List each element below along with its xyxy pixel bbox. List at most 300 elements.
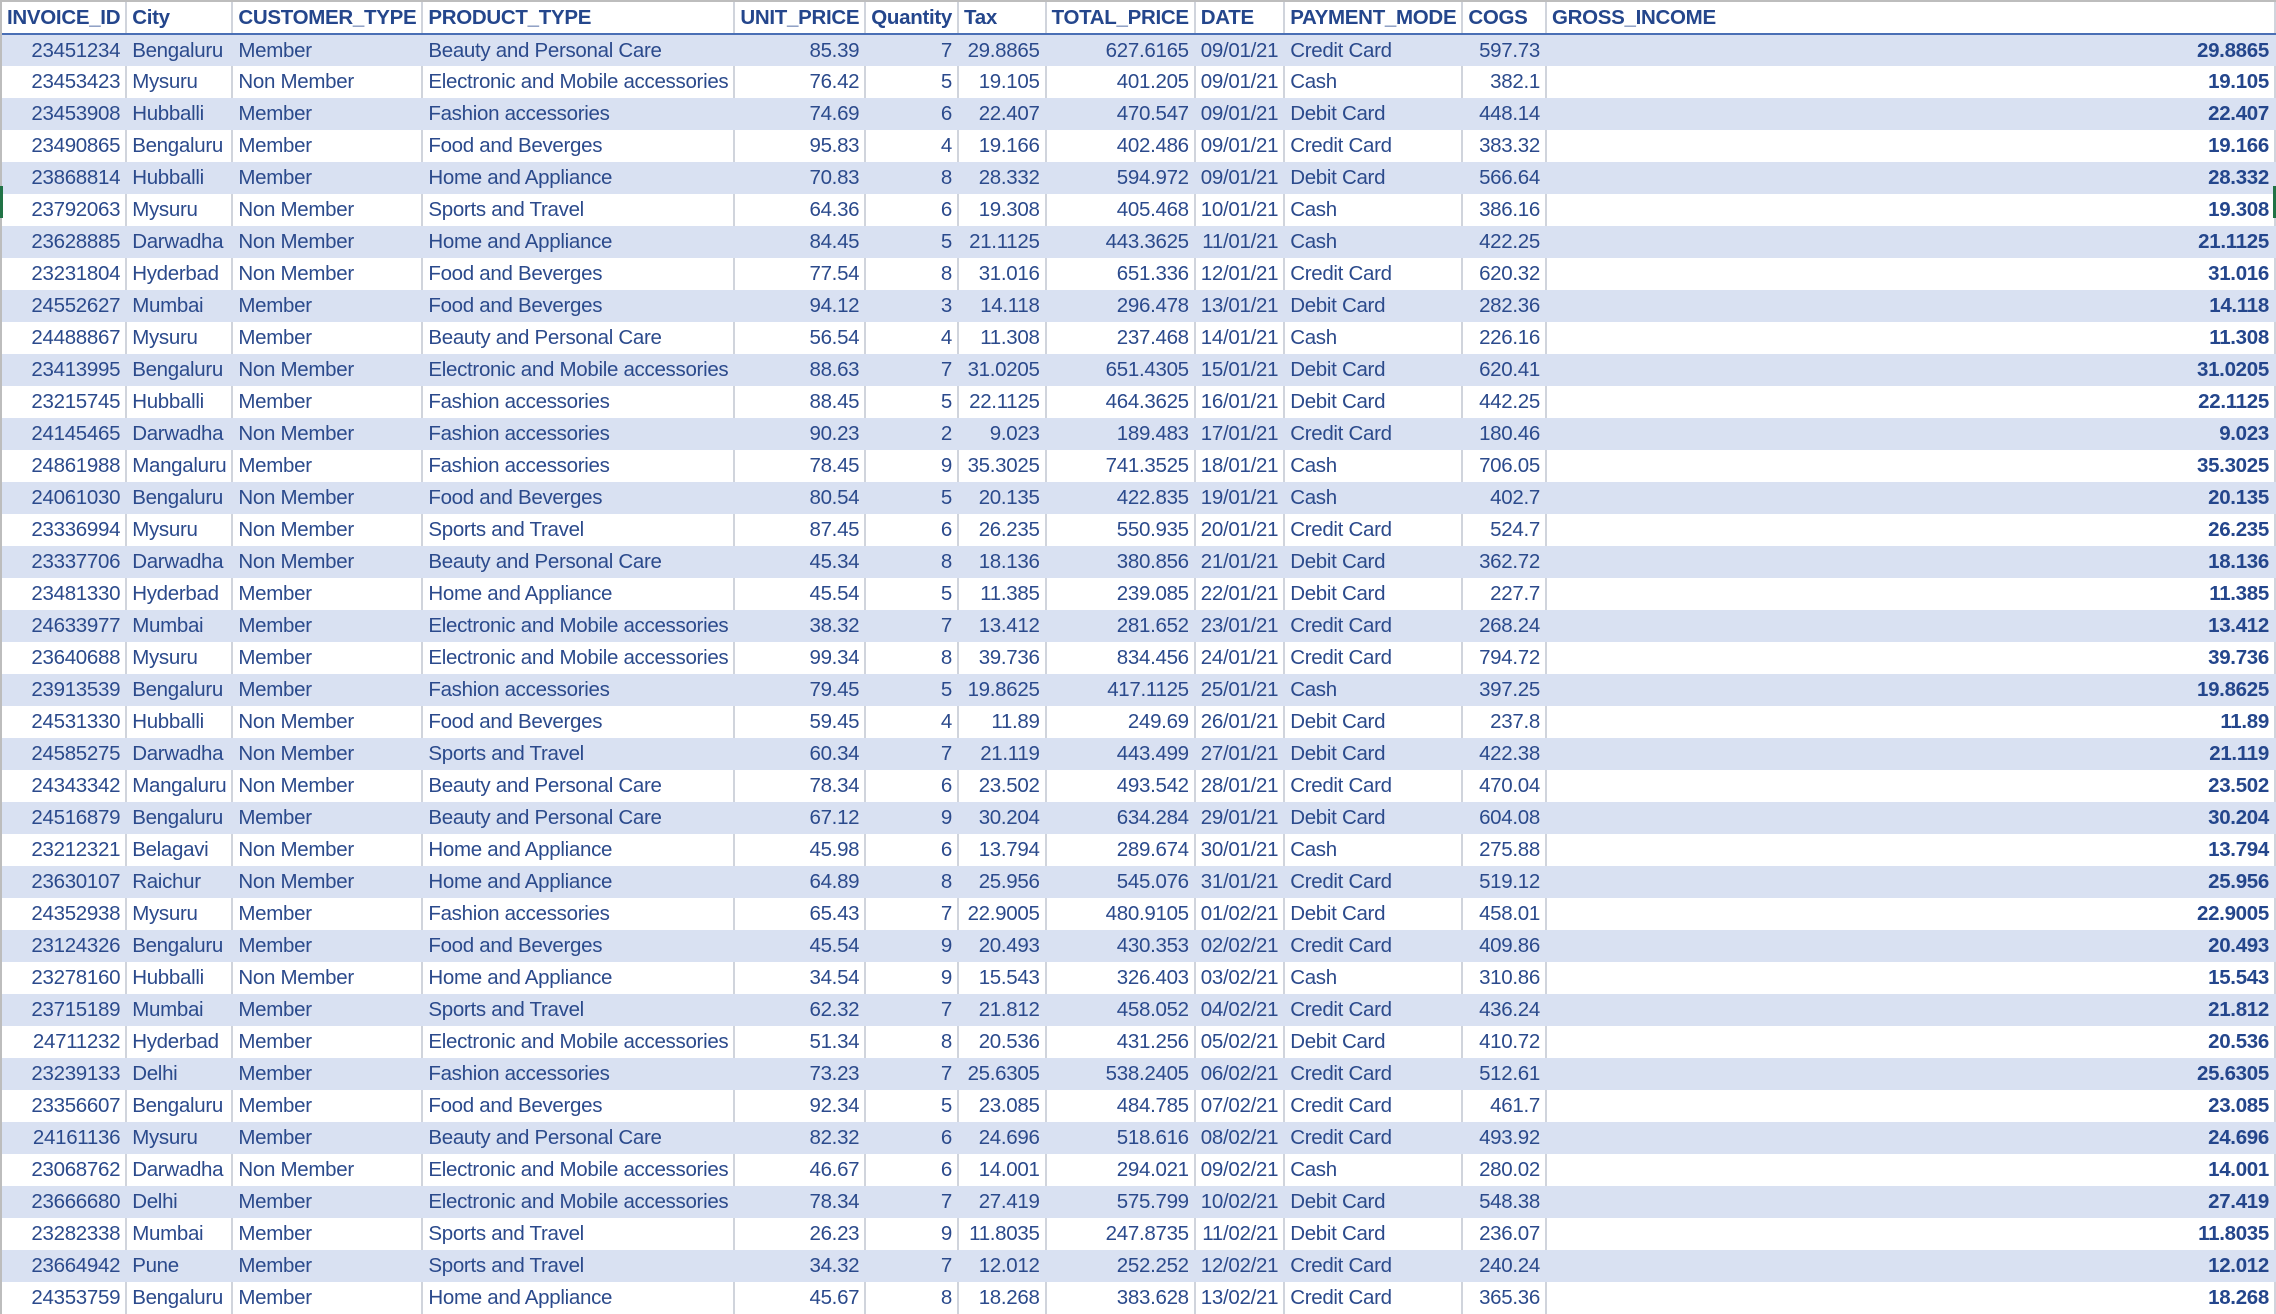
cell-customer-type[interactable]: Non Member (232, 738, 422, 770)
cell-tax[interactable]: 14.118 (958, 290, 1046, 322)
cell-quantity[interactable]: 5 (865, 66, 958, 98)
cell-city[interactable]: Mangaluru (126, 450, 232, 482)
cell-unit-price[interactable]: 45.34 (734, 546, 865, 578)
cell-customer-type[interactable]: Non Member (232, 866, 422, 898)
cell-gross-income[interactable]: 23.502 (1546, 770, 2275, 802)
cell-payment-mode[interactable]: Cash (1284, 834, 1462, 866)
cell-cogs[interactable]: 275.88 (1462, 834, 1546, 866)
cell-invoice-id[interactable]: 23068762 (2, 1154, 126, 1186)
cell-cogs[interactable]: 706.05 (1462, 450, 1546, 482)
cell-customer-type[interactable]: Member (232, 290, 422, 322)
cell-payment-mode[interactable]: Cash (1284, 962, 1462, 994)
cell-product-type[interactable]: Fashion accessories (422, 450, 734, 482)
cell-payment-mode[interactable]: Credit Card (1284, 1122, 1462, 1154)
cell-quantity[interactable]: 2 (865, 418, 958, 450)
cell-customer-type[interactable]: Non Member (232, 354, 422, 386)
cell-tax[interactable]: 31.016 (958, 258, 1046, 290)
cell-city[interactable]: Bengaluru (126, 674, 232, 706)
cell-cogs[interactable]: 470.04 (1462, 770, 1546, 802)
cell-gross-income[interactable]: 25.956 (1546, 866, 2275, 898)
cell-tax[interactable]: 12.012 (958, 1250, 1046, 1282)
cell-product-type[interactable]: Fashion accessories (422, 386, 734, 418)
cell-date[interactable]: 06/02/21 (1195, 1058, 1284, 1090)
cell-payment-mode[interactable]: Credit Card (1284, 866, 1462, 898)
cell-quantity[interactable]: 8 (865, 1282, 958, 1314)
cell-city[interactable]: Mysuru (126, 322, 232, 354)
cell-invoice-id[interactable]: 23640688 (2, 642, 126, 674)
cell-quantity[interactable]: 9 (865, 930, 958, 962)
cell-customer-type[interactable]: Non Member (232, 194, 422, 226)
column-header-invoice-id[interactable]: INVOICE_ID (2, 2, 126, 34)
cell-unit-price[interactable]: 78.45 (734, 450, 865, 482)
cell-tax[interactable]: 31.0205 (958, 354, 1046, 386)
cell-cogs[interactable]: 237.8 (1462, 706, 1546, 738)
cell-gross-income[interactable]: 24.696 (1546, 1122, 2275, 1154)
cell-gross-income[interactable]: 31.0205 (1546, 354, 2275, 386)
cell-total-price[interactable]: 550.935 (1046, 514, 1195, 546)
cell-date[interactable]: 09/01/21 (1195, 130, 1284, 162)
cell-total-price[interactable]: 470.547 (1046, 98, 1195, 130)
cell-quantity[interactable]: 7 (865, 1250, 958, 1282)
cell-tax[interactable]: 28.332 (958, 162, 1046, 194)
cell-quantity[interactable]: 4 (865, 322, 958, 354)
cell-unit-price[interactable]: 45.67 (734, 1282, 865, 1314)
cell-cogs[interactable]: 280.02 (1462, 1154, 1546, 1186)
cell-date[interactable]: 04/02/21 (1195, 994, 1284, 1026)
cell-total-price[interactable]: 380.856 (1046, 546, 1195, 578)
cell-city[interactable]: Bengaluru (126, 130, 232, 162)
cell-quantity[interactable]: 9 (865, 802, 958, 834)
column-header-city[interactable]: City (126, 2, 232, 34)
cell-date[interactable]: 26/01/21 (1195, 706, 1284, 738)
cell-product-type[interactable]: Fashion accessories (422, 98, 734, 130)
cell-payment-mode[interactable]: Debit Card (1284, 802, 1462, 834)
cell-city[interactable]: Mysuru (126, 898, 232, 930)
cell-quantity[interactable]: 7 (865, 34, 958, 66)
column-header-cogs[interactable]: COGS (1462, 2, 1546, 34)
cell-cogs[interactable]: 461.7 (1462, 1090, 1546, 1122)
cell-unit-price[interactable]: 77.54 (734, 258, 865, 290)
cell-payment-mode[interactable]: Credit Card (1284, 642, 1462, 674)
cell-invoice-id[interactable]: 24488867 (2, 322, 126, 354)
cell-invoice-id[interactable]: 23715189 (2, 994, 126, 1026)
cell-total-price[interactable]: 651.4305 (1046, 354, 1195, 386)
cell-unit-price[interactable]: 34.32 (734, 1250, 865, 1282)
cell-invoice-id[interactable]: 24711232 (2, 1026, 126, 1058)
cell-city[interactable]: Bengaluru (126, 1282, 232, 1314)
cell-product-type[interactable]: Sports and Travel (422, 1218, 734, 1250)
cell-city[interactable]: Hyderbad (126, 1026, 232, 1058)
cell-payment-mode[interactable]: Cash (1284, 226, 1462, 258)
cell-cogs[interactable]: 382.1 (1462, 66, 1546, 98)
cell-total-price[interactable]: 834.456 (1046, 642, 1195, 674)
cell-customer-type[interactable]: Member (232, 130, 422, 162)
cell-product-type[interactable]: Beauty and Personal Care (422, 322, 734, 354)
cell-invoice-id[interactable]: 23356607 (2, 1090, 126, 1122)
cell-unit-price[interactable]: 74.69 (734, 98, 865, 130)
cell-payment-mode[interactable]: Debit Card (1284, 1026, 1462, 1058)
cell-payment-mode[interactable]: Cash (1284, 450, 1462, 482)
cell-unit-price[interactable]: 85.39 (734, 34, 865, 66)
cell-product-type[interactable]: Food and Beverges (422, 258, 734, 290)
cell-quantity[interactable]: 9 (865, 962, 958, 994)
cell-date[interactable]: 02/02/21 (1195, 930, 1284, 962)
cell-total-price[interactable]: 239.085 (1046, 578, 1195, 610)
cell-total-price[interactable]: 443.3625 (1046, 226, 1195, 258)
cell-product-type[interactable]: Food and Beverges (422, 706, 734, 738)
cell-quantity[interactable]: 5 (865, 578, 958, 610)
cell-unit-price[interactable]: 34.54 (734, 962, 865, 994)
cell-gross-income[interactable]: 11.308 (1546, 322, 2275, 354)
cell-unit-price[interactable]: 59.45 (734, 706, 865, 738)
cell-gross-income[interactable]: 25.6305 (1546, 1058, 2275, 1090)
cell-total-price[interactable]: 634.284 (1046, 802, 1195, 834)
cell-date[interactable]: 09/01/21 (1195, 162, 1284, 194)
cell-invoice-id[interactable]: 24585275 (2, 738, 126, 770)
cell-gross-income[interactable]: 27.419 (1546, 1186, 2275, 1218)
cell-invoice-id[interactable]: 23451234 (2, 34, 126, 66)
cell-payment-mode[interactable]: Cash (1284, 322, 1462, 354)
cell-customer-type[interactable]: Non Member (232, 514, 422, 546)
cell-city[interactable]: Hubballi (126, 962, 232, 994)
cell-gross-income[interactable]: 14.118 (1546, 290, 2275, 322)
cell-cogs[interactable]: 397.25 (1462, 674, 1546, 706)
cell-cogs[interactable]: 310.86 (1462, 962, 1546, 994)
cell-total-price[interactable]: 741.3525 (1046, 450, 1195, 482)
cell-date[interactable]: 11/01/21 (1195, 226, 1284, 258)
cell-payment-mode[interactable]: Debit Card (1284, 706, 1462, 738)
cell-product-type[interactable]: Home and Appliance (422, 162, 734, 194)
cell-invoice-id[interactable]: 23336994 (2, 514, 126, 546)
cell-tax[interactable]: 20.536 (958, 1026, 1046, 1058)
cell-quantity[interactable]: 6 (865, 514, 958, 546)
cell-date[interactable]: 14/01/21 (1195, 322, 1284, 354)
cell-invoice-id[interactable]: 23231804 (2, 258, 126, 290)
cell-product-type[interactable]: Food and Beverges (422, 290, 734, 322)
cell-quantity[interactable]: 8 (865, 642, 958, 674)
cell-city[interactable]: Darwadha (126, 546, 232, 578)
cell-product-type[interactable]: Electronic and Mobile accessories (422, 642, 734, 674)
cell-unit-price[interactable]: 87.45 (734, 514, 865, 546)
cell-customer-type[interactable]: Member (232, 578, 422, 610)
cell-total-price[interactable]: 430.353 (1046, 930, 1195, 962)
cell-cogs[interactable]: 548.38 (1462, 1186, 1546, 1218)
cell-quantity[interactable]: 5 (865, 226, 958, 258)
cell-date[interactable]: 12/02/21 (1195, 1250, 1284, 1282)
cell-date[interactable]: 10/02/21 (1195, 1186, 1284, 1218)
cell-quantity[interactable]: 8 (865, 162, 958, 194)
cell-customer-type[interactable]: Non Member (232, 962, 422, 994)
cell-quantity[interactable]: 5 (865, 386, 958, 418)
cell-product-type[interactable]: Food and Beverges (422, 930, 734, 962)
cell-gross-income[interactable]: 18.268 (1546, 1282, 2275, 1314)
cell-gross-income[interactable]: 28.332 (1546, 162, 2275, 194)
cell-gross-income[interactable]: 31.016 (1546, 258, 2275, 290)
column-header-quantity[interactable]: Quantity (865, 2, 958, 34)
cell-customer-type[interactable]: Non Member (232, 226, 422, 258)
cell-unit-price[interactable]: 60.34 (734, 738, 865, 770)
cell-payment-mode[interactable]: Cash (1284, 674, 1462, 706)
cell-product-type[interactable]: Home and Appliance (422, 962, 734, 994)
cell-tax[interactable]: 26.235 (958, 514, 1046, 546)
cell-date[interactable]: 31/01/21 (1195, 866, 1284, 898)
cell-total-price[interactable]: 443.499 (1046, 738, 1195, 770)
cell-tax[interactable]: 21.1125 (958, 226, 1046, 258)
cell-total-price[interactable]: 401.205 (1046, 66, 1195, 98)
cell-tax[interactable]: 19.105 (958, 66, 1046, 98)
cell-date[interactable]: 11/02/21 (1195, 1218, 1284, 1250)
cell-total-price[interactable]: 545.076 (1046, 866, 1195, 898)
cell-total-price[interactable]: 402.486 (1046, 130, 1195, 162)
cell-gross-income[interactable]: 21.812 (1546, 994, 2275, 1026)
cell-invoice-id[interactable]: 23630107 (2, 866, 126, 898)
cell-customer-type[interactable]: Non Member (232, 482, 422, 514)
cell-payment-mode[interactable]: Debit Card (1284, 1186, 1462, 1218)
cell-product-type[interactable]: Fashion accessories (422, 674, 734, 706)
cell-city[interactable]: Darwadha (126, 418, 232, 450)
cell-city[interactable]: Mumbai (126, 1218, 232, 1250)
cell-payment-mode[interactable]: Credit Card (1284, 130, 1462, 162)
cell-invoice-id[interactable]: 23628885 (2, 226, 126, 258)
cell-tax[interactable]: 39.736 (958, 642, 1046, 674)
cell-gross-income[interactable]: 9.023 (1546, 418, 2275, 450)
cell-payment-mode[interactable]: Cash (1284, 66, 1462, 98)
cell-cogs[interactable]: 386.16 (1462, 194, 1546, 226)
cell-unit-price[interactable]: 73.23 (734, 1058, 865, 1090)
cell-tax[interactable]: 22.407 (958, 98, 1046, 130)
cell-product-type[interactable]: Electronic and Mobile accessories (422, 66, 734, 98)
cell-customer-type[interactable]: Non Member (232, 834, 422, 866)
cell-date[interactable]: 08/02/21 (1195, 1122, 1284, 1154)
cell-cogs[interactable]: 422.25 (1462, 226, 1546, 258)
cell-gross-income[interactable]: 11.385 (1546, 578, 2275, 610)
cell-quantity[interactable]: 5 (865, 1090, 958, 1122)
cell-gross-income[interactable]: 20.536 (1546, 1026, 2275, 1058)
cell-tax[interactable]: 21.812 (958, 994, 1046, 1026)
cell-product-type[interactable]: Beauty and Personal Care (422, 34, 734, 66)
cell-product-type[interactable]: Sports and Travel (422, 994, 734, 1026)
cell-payment-mode[interactable]: Credit Card (1284, 1090, 1462, 1122)
cell-date[interactable]: 13/02/21 (1195, 1282, 1284, 1314)
cell-customer-type[interactable]: Member (232, 674, 422, 706)
cell-date[interactable]: 10/01/21 (1195, 194, 1284, 226)
cell-cogs[interactable]: 227.7 (1462, 578, 1546, 610)
cell-unit-price[interactable]: 92.34 (734, 1090, 865, 1122)
cell-customer-type[interactable]: Member (232, 34, 422, 66)
cell-city[interactable]: Mysuru (126, 642, 232, 674)
cell-quantity[interactable]: 5 (865, 482, 958, 514)
cell-product-type[interactable]: Fashion accessories (422, 418, 734, 450)
cell-total-price[interactable]: 383.628 (1046, 1282, 1195, 1314)
cell-cogs[interactable]: 282.36 (1462, 290, 1546, 322)
cell-unit-price[interactable]: 45.98 (734, 834, 865, 866)
cell-date[interactable]: 30/01/21 (1195, 834, 1284, 866)
cell-quantity[interactable]: 6 (865, 770, 958, 802)
cell-date[interactable]: 23/01/21 (1195, 610, 1284, 642)
cell-invoice-id[interactable]: 24352938 (2, 898, 126, 930)
cell-unit-price[interactable]: 46.67 (734, 1154, 865, 1186)
cell-gross-income[interactable]: 20.135 (1546, 482, 2275, 514)
cell-quantity[interactable]: 6 (865, 194, 958, 226)
cell-city[interactable]: Hubballi (126, 98, 232, 130)
cell-unit-price[interactable]: 62.32 (734, 994, 865, 1026)
cell-tax[interactable]: 19.8625 (958, 674, 1046, 706)
cell-gross-income[interactable]: 21.119 (1546, 738, 2275, 770)
cell-total-price[interactable]: 249.69 (1046, 706, 1195, 738)
cell-tax[interactable]: 21.119 (958, 738, 1046, 770)
cell-gross-income[interactable]: 21.1125 (1546, 226, 2275, 258)
cell-invoice-id[interactable]: 23239133 (2, 1058, 126, 1090)
cell-invoice-id[interactable]: 24531330 (2, 706, 126, 738)
cell-cogs[interactable]: 410.72 (1462, 1026, 1546, 1058)
cell-cogs[interactable]: 512.61 (1462, 1058, 1546, 1090)
cell-gross-income[interactable]: 13.412 (1546, 610, 2275, 642)
cell-quantity[interactable]: 7 (865, 1186, 958, 1218)
cell-product-type[interactable]: Fashion accessories (422, 898, 734, 930)
cell-payment-mode[interactable]: Cash (1284, 482, 1462, 514)
cell-payment-mode[interactable]: Debit Card (1284, 898, 1462, 930)
cell-product-type[interactable]: Electronic and Mobile accessories (422, 1154, 734, 1186)
cell-quantity[interactable]: 7 (865, 610, 958, 642)
cell-quantity[interactable]: 9 (865, 450, 958, 482)
cell-payment-mode[interactable]: Credit Card (1284, 770, 1462, 802)
cell-unit-price[interactable]: 84.45 (734, 226, 865, 258)
cell-quantity[interactable]: 7 (865, 994, 958, 1026)
cell-city[interactable]: Hyderbad (126, 258, 232, 290)
cell-city[interactable]: Mysuru (126, 514, 232, 546)
cell-customer-type[interactable]: Member (232, 386, 422, 418)
cell-product-type[interactable]: Sports and Travel (422, 738, 734, 770)
cell-unit-price[interactable]: 65.43 (734, 898, 865, 930)
cell-product-type[interactable]: Electronic and Mobile accessories (422, 354, 734, 386)
cell-payment-mode[interactable]: Debit Card (1284, 354, 1462, 386)
cell-invoice-id[interactable]: 23868814 (2, 162, 126, 194)
cell-unit-price[interactable]: 70.83 (734, 162, 865, 194)
cell-payment-mode[interactable]: Debit Card (1284, 738, 1462, 770)
cell-city[interactable]: Belagavi (126, 834, 232, 866)
column-header-unit-price[interactable]: UNIT_PRICE (734, 2, 865, 34)
cell-invoice-id[interactable]: 24061030 (2, 482, 126, 514)
cell-invoice-id[interactable]: 23278160 (2, 962, 126, 994)
cell-invoice-id[interactable]: 23664942 (2, 1250, 126, 1282)
cell-city[interactable]: Mysuru (126, 66, 232, 98)
cell-quantity[interactable]: 9 (865, 1218, 958, 1250)
cell-quantity[interactable]: 8 (865, 546, 958, 578)
cell-product-type[interactable]: Food and Beverges (422, 482, 734, 514)
cell-gross-income[interactable]: 19.105 (1546, 66, 2275, 98)
cell-date[interactable]: 13/01/21 (1195, 290, 1284, 322)
cell-date[interactable]: 18/01/21 (1195, 450, 1284, 482)
cell-unit-price[interactable]: 67.12 (734, 802, 865, 834)
cell-gross-income[interactable]: 19.308 (1546, 194, 2275, 226)
cell-invoice-id[interactable]: 24633977 (2, 610, 126, 642)
cell-city[interactable]: Hyderbad (126, 578, 232, 610)
cell-unit-price[interactable]: 78.34 (734, 770, 865, 802)
cell-unit-price[interactable]: 26.23 (734, 1218, 865, 1250)
cell-date[interactable]: 09/02/21 (1195, 1154, 1284, 1186)
cell-payment-mode[interactable]: Credit Card (1284, 994, 1462, 1026)
cell-date[interactable]: 07/02/21 (1195, 1090, 1284, 1122)
cell-payment-mode[interactable]: Credit Card (1284, 258, 1462, 290)
cell-total-price[interactable]: 237.468 (1046, 322, 1195, 354)
cell-invoice-id[interactable]: 23913539 (2, 674, 126, 706)
cell-gross-income[interactable]: 29.8865 (1546, 34, 2275, 66)
cell-customer-type[interactable]: Member (232, 994, 422, 1026)
cell-gross-income[interactable]: 30.204 (1546, 802, 2275, 834)
cell-invoice-id[interactable]: 23337706 (2, 546, 126, 578)
cell-cogs[interactable]: 493.92 (1462, 1122, 1546, 1154)
cell-invoice-id[interactable]: 24353759 (2, 1282, 126, 1314)
cell-customer-type[interactable]: Non Member (232, 706, 422, 738)
cell-unit-price[interactable]: 78.34 (734, 1186, 865, 1218)
cell-payment-mode[interactable]: Debit Card (1284, 1218, 1462, 1250)
cell-date[interactable]: 15/01/21 (1195, 354, 1284, 386)
cell-city[interactable]: Pune (126, 1250, 232, 1282)
cell-tax[interactable]: 18.268 (958, 1282, 1046, 1314)
cell-cogs[interactable]: 448.14 (1462, 98, 1546, 130)
cell-invoice-id[interactable]: 23124326 (2, 930, 126, 962)
cell-unit-price[interactable]: 76.42 (734, 66, 865, 98)
cell-city[interactable]: Darwadha (126, 1154, 232, 1186)
cell-tax[interactable]: 29.8865 (958, 34, 1046, 66)
cell-product-type[interactable]: Beauty and Personal Care (422, 1122, 734, 1154)
cell-unit-price[interactable]: 99.34 (734, 642, 865, 674)
cell-invoice-id[interactable]: 24552627 (2, 290, 126, 322)
cell-customer-type[interactable]: Member (232, 610, 422, 642)
cell-tax[interactable]: 19.308 (958, 194, 1046, 226)
cell-cogs[interactable]: 566.64 (1462, 162, 1546, 194)
cell-city[interactable]: Bengaluru (126, 354, 232, 386)
cell-total-price[interactable]: 252.252 (1046, 1250, 1195, 1282)
cell-quantity[interactable]: 8 (865, 1026, 958, 1058)
cell-gross-income[interactable]: 19.166 (1546, 130, 2275, 162)
cell-city[interactable]: Bengaluru (126, 34, 232, 66)
cell-total-price[interactable]: 431.256 (1046, 1026, 1195, 1058)
cell-date[interactable]: 24/01/21 (1195, 642, 1284, 674)
cell-city[interactable]: Mangaluru (126, 770, 232, 802)
cell-customer-type[interactable]: Member (232, 1250, 422, 1282)
cell-gross-income[interactable]: 22.1125 (1546, 386, 2275, 418)
cell-customer-type[interactable]: Non Member (232, 258, 422, 290)
cell-product-type[interactable]: Beauty and Personal Care (422, 802, 734, 834)
cell-city[interactable]: Hubballi (126, 706, 232, 738)
cell-date[interactable]: 17/01/21 (1195, 418, 1284, 450)
cell-unit-price[interactable]: 64.36 (734, 194, 865, 226)
cell-payment-mode[interactable]: Credit Card (1284, 34, 1462, 66)
cell-invoice-id[interactable]: 24145465 (2, 418, 126, 450)
cell-customer-type[interactable]: Non Member (232, 770, 422, 802)
cell-date[interactable]: 05/02/21 (1195, 1026, 1284, 1058)
cell-total-price[interactable]: 518.616 (1046, 1122, 1195, 1154)
cell-city[interactable]: Mumbai (126, 290, 232, 322)
cell-customer-type[interactable]: Non Member (232, 1154, 422, 1186)
cell-quantity[interactable]: 4 (865, 706, 958, 738)
cell-date[interactable]: 25/01/21 (1195, 674, 1284, 706)
cell-payment-mode[interactable]: Credit Card (1284, 930, 1462, 962)
column-header-product-type[interactable]: PRODUCT_TYPE (422, 2, 734, 34)
cell-tax[interactable]: 14.001 (958, 1154, 1046, 1186)
cell-city[interactable]: Mumbai (126, 610, 232, 642)
cell-payment-mode[interactable]: Debit Card (1284, 546, 1462, 578)
cell-quantity[interactable]: 7 (865, 738, 958, 770)
cell-unit-price[interactable]: 90.23 (734, 418, 865, 450)
cell-product-type[interactable]: Food and Beverges (422, 130, 734, 162)
cell-tax[interactable]: 25.6305 (958, 1058, 1046, 1090)
cell-unit-price[interactable]: 88.45 (734, 386, 865, 418)
cell-tax[interactable]: 25.956 (958, 866, 1046, 898)
column-header-date[interactable]: DATE (1195, 2, 1284, 34)
cell-gross-income[interactable]: 22.407 (1546, 98, 2275, 130)
